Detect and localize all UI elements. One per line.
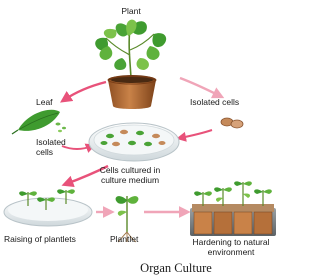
plantlets-plate bbox=[4, 189, 92, 226]
figure-caption: Organ Culture bbox=[140, 261, 212, 275]
potted-plant bbox=[95, 20, 166, 109]
isolated-cells-illustration bbox=[221, 118, 243, 128]
hardening-trays bbox=[190, 181, 276, 236]
label-isolated-cells-left-line2: cells bbox=[36, 147, 54, 157]
arrow-isolated-cells-to-dish bbox=[180, 130, 212, 138]
label-raising-of-plantlets: Raising of plantlets bbox=[4, 234, 76, 244]
arrow-plant-to-isolated-cells bbox=[180, 78, 220, 96]
label-isolated-cells-left-line1: Isolated bbox=[36, 137, 66, 147]
leaf-illustration bbox=[12, 110, 66, 134]
culture-dish bbox=[89, 123, 179, 161]
label-plant: Plant bbox=[121, 6, 141, 16]
arrow-plant-to-leaf bbox=[64, 82, 106, 100]
label-isolated-cells-right: Isolated cells bbox=[190, 97, 240, 107]
label-hardening-line1: Hardening to natural bbox=[192, 237, 270, 247]
arrow-leaf-cells-to-dish bbox=[62, 146, 92, 149]
label-plantlet: Plantlet bbox=[110, 234, 139, 244]
label-leaf: Leaf bbox=[36, 97, 53, 107]
label-hardening-line2: environment bbox=[207, 247, 255, 257]
label-cells-cultured-line1: Cells cultured in bbox=[99, 165, 161, 175]
label-cells-cultured-line2: culture medium bbox=[100, 175, 160, 185]
